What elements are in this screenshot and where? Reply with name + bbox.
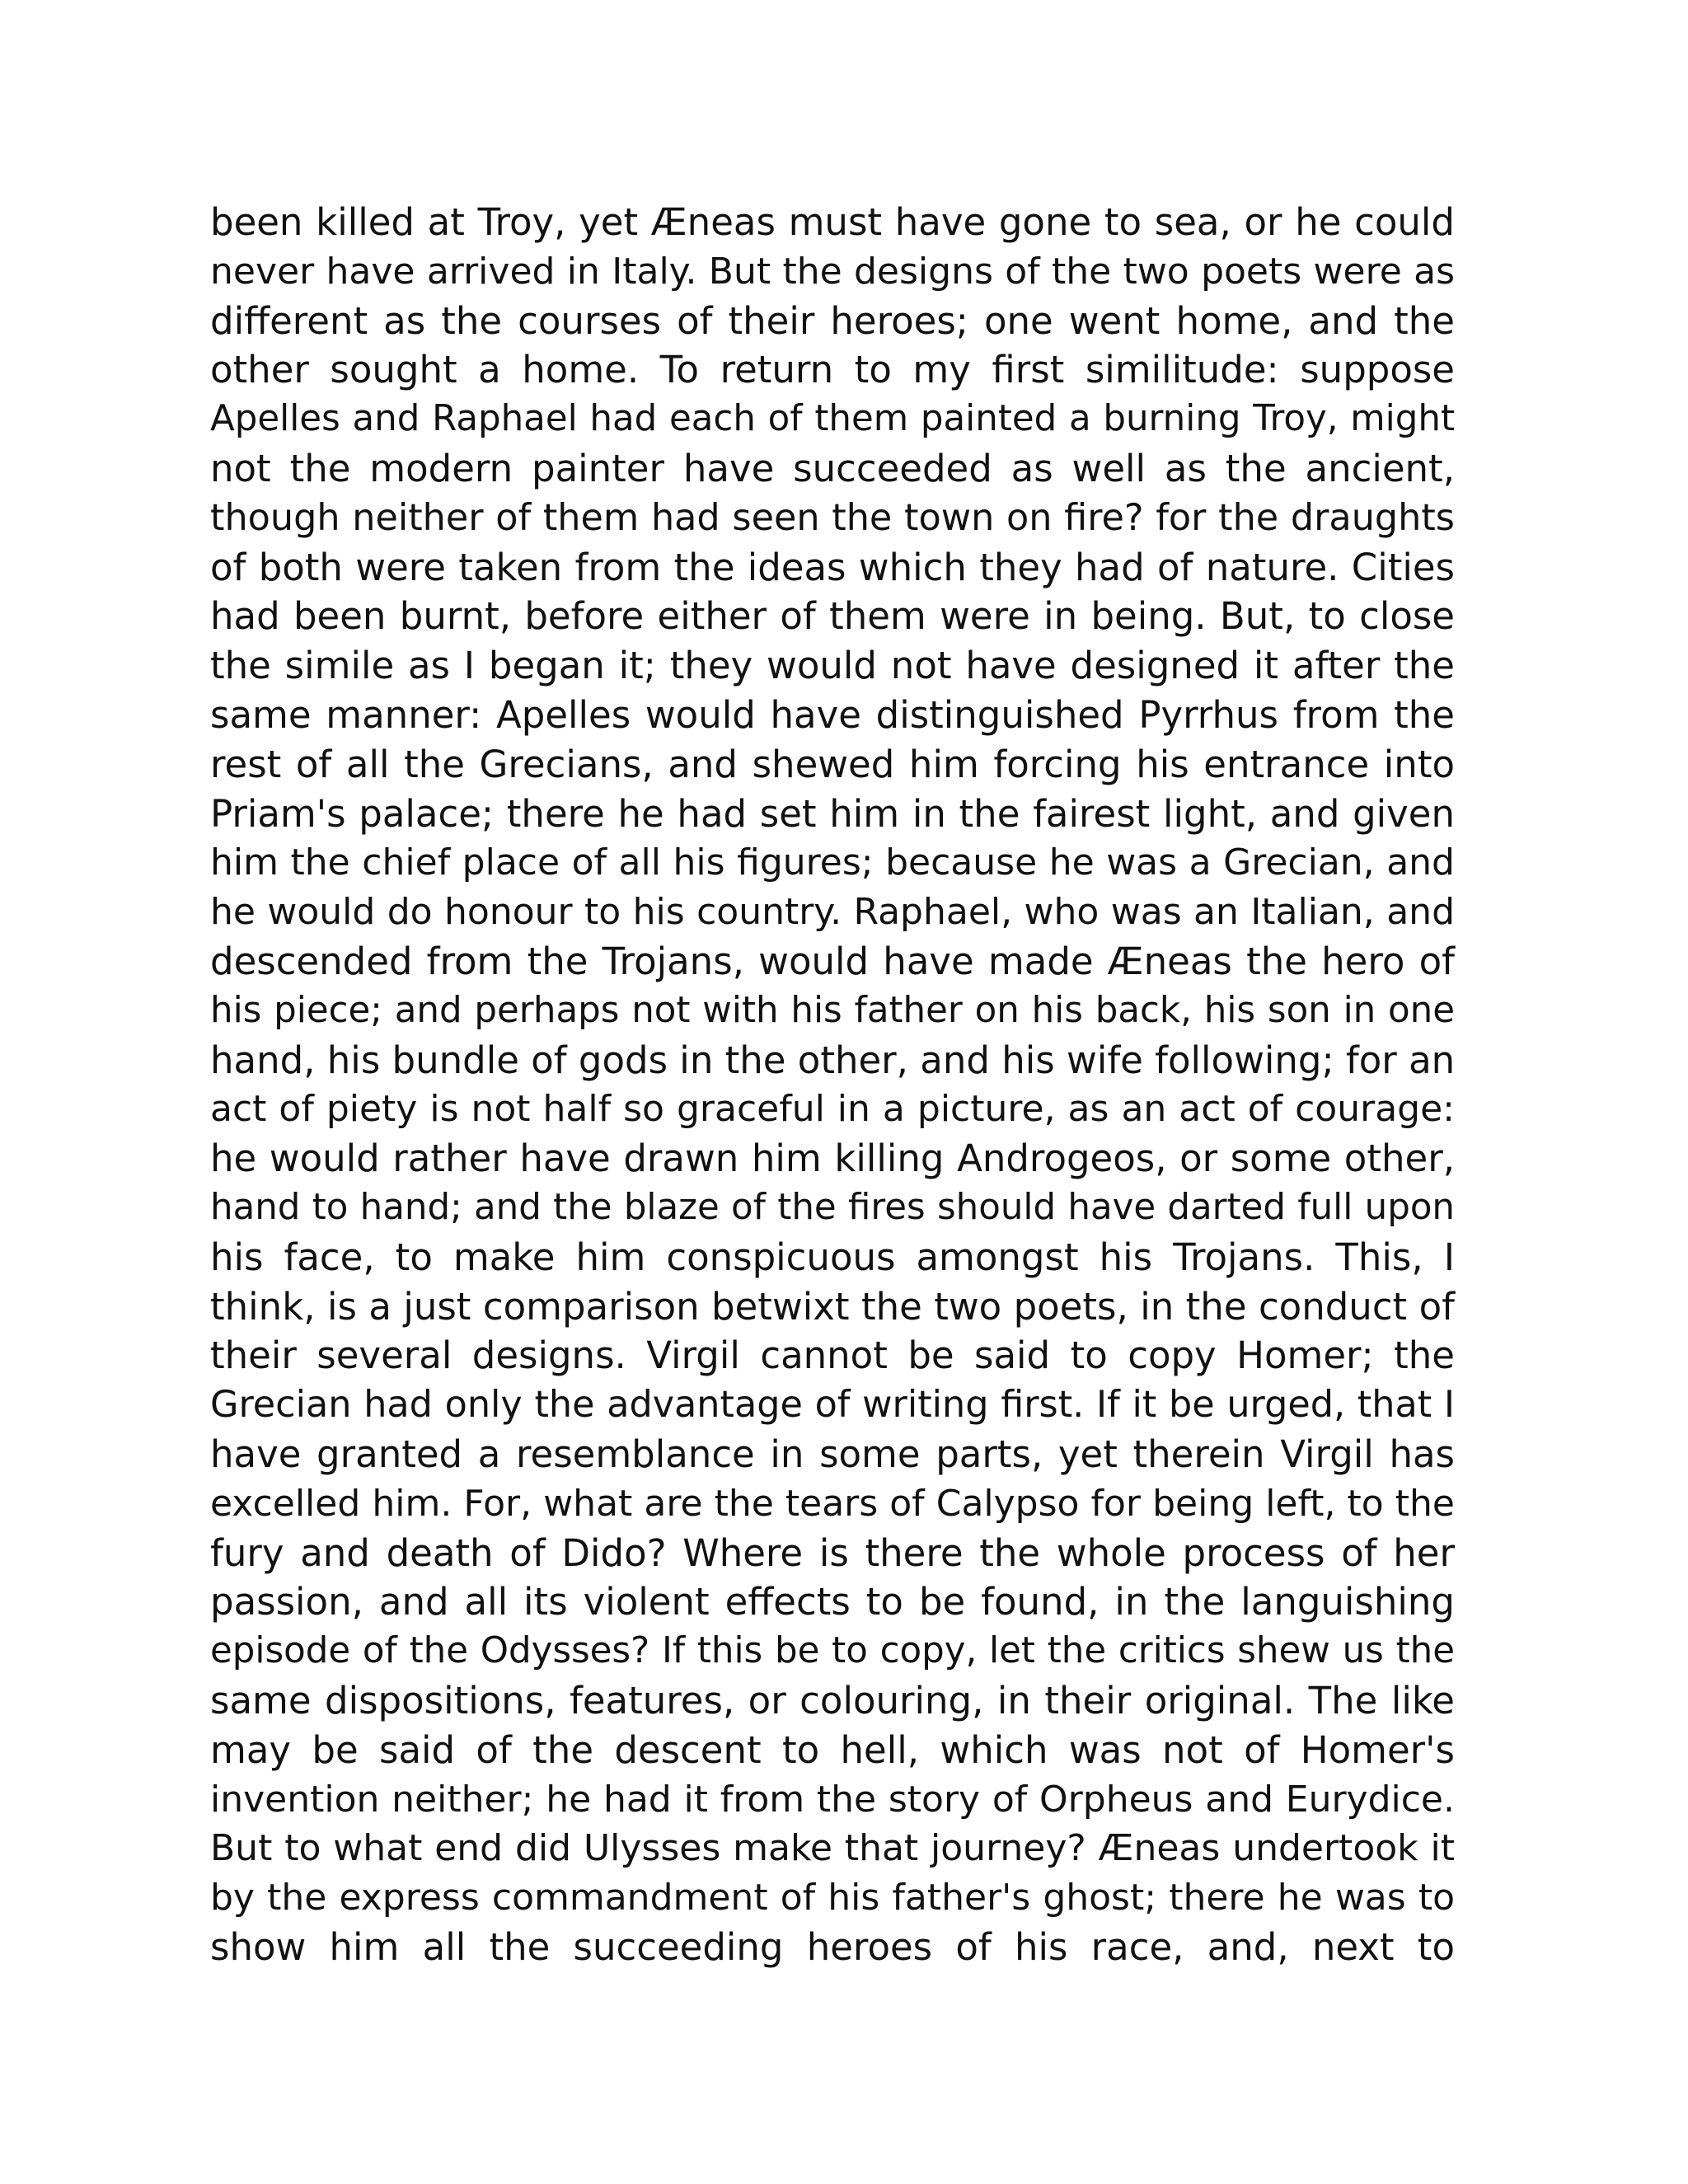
text-line: episode of the Odysses? If this be to copy, let the critics shew us the [210, 1630, 1455, 1672]
text-line: descended from the Trojans, would have made Æneas the hero of [210, 939, 1455, 983]
text-line: fury and death of Dido? Where is there the whole process of her [210, 1530, 1455, 1575]
text-line: not the modern painter have succeeded as well as the ancient, [210, 446, 1455, 490]
text-line: the simile as I began it; they would not have designed it after the [210, 644, 1455, 688]
text-line: Apelles and Raphael had each of them painted a burning Troy, might [210, 398, 1455, 440]
body-text [210, 198, 1455, 1972]
text-line: their several designs. Virgil cannot be said to copy Homer; the [210, 1333, 1455, 1378]
text-line: Grecian had only the advantage of writing first. If it be urged, that I [210, 1384, 1455, 1427]
text-line: same manner: Apelles would have distinguished Pyrrhus from the [210, 692, 1455, 737]
text-line: Priam's palace; there he had set him in the fairest light, and given [210, 791, 1455, 836]
text-line: think, is a just comparison betwixt the two poets, in the conduct of [210, 1284, 1455, 1329]
text-line: of both were taken from the ideas which they had of nature. Cities [210, 545, 1455, 589]
text-line: other sought a home. To return to my first similitude: suppose [210, 348, 1455, 392]
text-line: hand to hand; and the blaze of the fires should have darted full upon [210, 1186, 1455, 1228]
text-line: have granted a resemblance in some parts, yet therein Virgil has [210, 1432, 1455, 1476]
text-line: never have arrived in Italy. But the designs of the two poets were as [210, 250, 1455, 293]
text-line: may be said of the descent to hell, which was not of Homer's [210, 1727, 1455, 1772]
text-line: passion, and all its violent effects to be found, in the languishing [210, 1580, 1455, 1624]
text-line: him the chief place of all his figures; because he was a Grecian, and [210, 841, 1455, 884]
text-line: though neither of them had seen the town on fire? for the draughts [210, 496, 1455, 539]
text-line: rest of all the Grecians, and shewed him forcing his entrance into [210, 742, 1455, 786]
text-line: been killed at Troy, yet Æneas must have gone to sea, or he could [210, 200, 1455, 244]
text-line: his piece; and perhaps not with his father on his back, his son in one [210, 989, 1455, 1031]
text-line: he would rather have drawn him killing Androgeos, or some other, [210, 1137, 1455, 1181]
text-line: his face, to make him conspicuous amongst his Trojans. This, I [210, 1235, 1455, 1279]
text-line: by the express commandment of his father's ghost; there he was to [210, 1877, 1455, 1919]
text-line: same dispositions, features, or colouring, in their original. The like [210, 1678, 1455, 1722]
text-line: act of piety is not half so graceful in a picture, as an act of courage: [210, 1088, 1455, 1131]
text-line: different as the courses of their heroes; one went home, and the [210, 298, 1455, 343]
text-line: excelled him. For, what are the tears of Calypso for being left, to the [210, 1482, 1455, 1525]
text-line: invention neither; he had it from the story of Orpheus and Eurydice. [210, 1778, 1455, 1821]
text-line: But to what end did Ulysses make that journey? Æneas undertook it [210, 1827, 1455, 1870]
text-line: had been burnt, before either of them were in being. But, to close [210, 594, 1455, 639]
text-line: he would do honour to his country. Raphael, who was an Italian, and [210, 891, 1455, 934]
text-line: hand, his bundle of gods in the other, and his wife following; for an [210, 1038, 1456, 1082]
text-line: show him all the succeeding heroes of his race, and, next to [210, 1924, 1455, 1969]
